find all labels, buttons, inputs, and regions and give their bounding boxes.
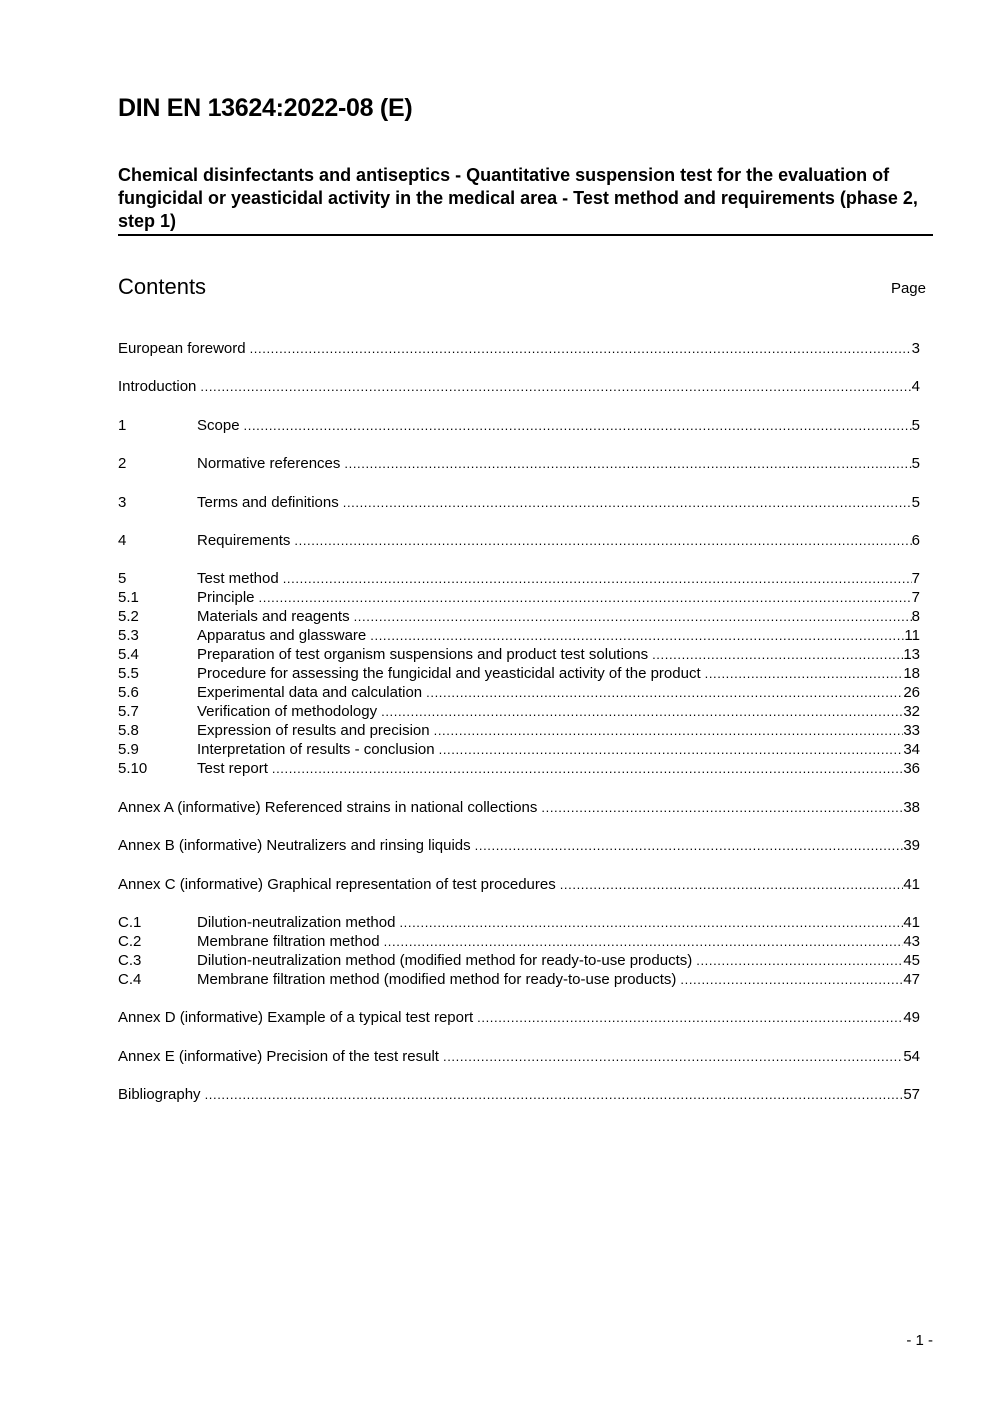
toc-entry-number: C.3: [118, 951, 142, 969]
toc-entry-title: Principle: [197, 589, 255, 607]
toc-entry-title: Requirements: [197, 531, 291, 549]
toc-entry-annex-b[interactable]: [118, 836, 920, 855]
toc-entry-page: 4: [911, 378, 920, 396]
toc-entry-title: Membrane filtration method (modified method for ready-to-use products): [197, 970, 677, 988]
dot-leader: [541, 798, 903, 817]
dot-leader: [384, 932, 904, 951]
toc-entry-c3[interactable]: [118, 951, 920, 970]
toc-entry-title: Annex D (informative) Example of a typical test report: [118, 1009, 474, 1027]
toc-entry-number: 5.4: [118, 646, 139, 664]
toc-entry-number: C.4: [118, 970, 142, 988]
toc-entry-c2[interactable]: [118, 932, 920, 951]
toc-entry-page: 32: [903, 703, 920, 721]
toc-entry-number: 5.3: [118, 627, 139, 645]
toc-entry-number: 5.5: [118, 665, 139, 683]
toc-entry-number: 5.1: [118, 589, 139, 607]
toc-entry-page: 41: [903, 913, 920, 931]
toc-entry-page: 26: [903, 684, 920, 702]
toc-entry-page: 7: [911, 589, 920, 607]
toc-entry-normative-references[interactable]: [118, 454, 920, 473]
toc-entry-page: 34: [903, 741, 920, 759]
dot-leader: [294, 531, 911, 550]
toc-entry-title: Test method: [197, 570, 279, 588]
page-column-heading: Page: [890, 280, 926, 297]
toc-entry-number: 5.10: [118, 760, 148, 778]
table-of-contents: [118, 339, 920, 1104]
toc-entry-page: 54: [903, 1047, 920, 1065]
dot-leader: [696, 951, 903, 970]
toc-entry-requirements[interactable]: [118, 531, 920, 550]
dot-leader: [477, 1008, 903, 1027]
document-title: Chemical disinfectants and antiseptics - Quantitative suspension test for the evaluation of fungicidal or yeasticidal activity in the medical area - Test method and requirements (phase 2, step 1): [118, 164, 933, 236]
toc-entry-number: 2: [118, 455, 127, 473]
dot-leader: [259, 588, 912, 607]
toc-entry-number: 5.2: [118, 608, 139, 626]
toc-entry-page: 41: [903, 875, 920, 893]
toc-entry-title: Verification of methodology: [197, 703, 378, 721]
toc-entry-number: 5.8: [118, 722, 139, 740]
toc-entry-terms-and-definitions[interactable]: [118, 493, 920, 512]
toc-entry-verification-of-methodology[interactable]: [118, 702, 920, 721]
toc-entry-title: Interpretation of results - conclusion: [197, 741, 435, 759]
toc-entry-procedure[interactable]: [118, 664, 920, 683]
toc-entry-annex-c[interactable]: [118, 875, 920, 894]
dot-leader: [272, 759, 903, 778]
toc-entry-title: Normative references: [197, 455, 341, 473]
toc-entry-title: Procedure for assessing the fungicidal and yeasticidal activity of the product: [197, 665, 701, 683]
dot-leader: [443, 1047, 903, 1066]
toc-entry-c1[interactable]: [118, 913, 920, 932]
toc-entry-page: 43: [903, 932, 920, 950]
dot-leader: [250, 339, 912, 358]
dot-leader: [381, 702, 903, 721]
toc-entry-principle[interactable]: [118, 588, 920, 607]
toc-entry-page: 36: [903, 760, 920, 778]
dot-leader: [244, 416, 912, 435]
toc-entry-preparation-of-suspensions[interactable]: [118, 645, 920, 664]
toc-entry-page: 47: [903, 970, 920, 988]
toc-entry-annex-d[interactable]: [118, 1008, 920, 1027]
toc-entry-annex-e[interactable]: [118, 1047, 920, 1066]
toc-entry-title: Terms and definitions: [197, 493, 339, 511]
toc-entry-title: Preparation of test organism suspensions and product test solutions: [197, 646, 649, 664]
toc-entry-number: 5.6: [118, 684, 139, 702]
toc-entry-page: 38: [903, 798, 920, 816]
toc-entry-page: 5: [911, 416, 920, 434]
toc-entry-page: 49: [903, 1009, 920, 1027]
document-id: DIN EN 13624:2022-08 (E): [118, 94, 413, 122]
dot-leader: [475, 836, 904, 855]
toc-entry-interpretation-of-results[interactable]: [118, 740, 920, 759]
dot-leader: [439, 740, 904, 759]
toc-entry-number: C.1: [118, 913, 142, 931]
toc-entry-number: 4: [118, 531, 127, 549]
toc-entry-page: 45: [903, 951, 920, 969]
dot-leader: [652, 645, 903, 664]
toc-entry-european-foreword[interactable]: [118, 339, 920, 358]
toc-entry-title: Dilution-neutralization method: [197, 913, 396, 931]
toc-entry-number: 5.9: [118, 741, 139, 759]
toc-entry-title: Annex A (informative) Referenced strains in national collections: [118, 798, 538, 816]
dot-leader: [399, 913, 903, 932]
toc-entry-title: Scope: [197, 416, 240, 434]
toc-entry-title: Annex B (informative) Neutralizers and rinsing liquids: [118, 837, 471, 855]
toc-entry-introduction[interactable]: [118, 377, 920, 396]
toc-entry-title: Membrane filtration method: [197, 932, 380, 950]
dot-leader: [560, 875, 904, 894]
toc-entry-title: Apparatus and glassware: [197, 627, 367, 645]
toc-entry-page: 11: [904, 627, 920, 645]
contents-heading: Contents: [118, 274, 207, 299]
toc-entry-number: 5.7: [118, 703, 139, 721]
dot-leader: [354, 607, 912, 626]
dot-leader: [705, 664, 904, 683]
toc-entry-c4[interactable]: [118, 970, 920, 989]
toc-entry-page: 18: [903, 665, 920, 683]
toc-entry-title: Bibliography: [118, 1086, 201, 1104]
toc-entry-title: Expression of results and precision: [197, 722, 430, 740]
dot-leader: [283, 569, 912, 588]
toc-entry-number: 3: [118, 493, 127, 511]
toc-entry-apparatus-and-glassware[interactable]: [118, 626, 920, 645]
toc-entry-number: 5: [118, 570, 127, 588]
toc-entry-title: Experimental data and calculation: [197, 684, 423, 702]
toc-entry-title: Introduction: [118, 378, 197, 396]
page-number: - 1 -: [906, 1332, 933, 1349]
dot-leader: [205, 1085, 904, 1104]
dot-leader: [200, 377, 911, 396]
toc-entry-page: 5: [911, 455, 920, 473]
toc-entry-page: 6: [911, 531, 920, 549]
toc-entry-experimental-data[interactable]: [118, 683, 920, 702]
toc-entry-title: Annex E (informative) Precision of the test result: [118, 1047, 439, 1065]
toc-entry-number: 1: [118, 416, 127, 434]
toc-entry-materials-and-reagents[interactable]: [118, 607, 920, 626]
toc-entry-page: 8: [911, 608, 920, 626]
toc-entry-bibliography[interactable]: [118, 1085, 920, 1104]
dot-leader: [680, 970, 903, 989]
toc-entry-number: C.2: [118, 932, 142, 950]
toc-entry-expression-of-results[interactable]: [118, 721, 920, 740]
dot-leader: [426, 683, 903, 702]
toc-entry-page: 7: [911, 570, 920, 588]
toc-entry-annex-a[interactable]: [118, 798, 920, 817]
toc-entry-page: 57: [903, 1086, 920, 1104]
toc-entry-title: European foreword: [118, 340, 246, 357]
toc-entry-title: Test report: [197, 760, 268, 778]
toc-entry-page: 13: [903, 646, 920, 664]
dot-leader: [343, 493, 912, 512]
dot-leader: [370, 626, 904, 645]
toc-entry-page: 39: [903, 837, 920, 855]
toc-entry-test-report[interactable]: [118, 759, 920, 778]
toc-entry-title: Annex C (informative) Graphical representation of test procedures: [118, 875, 556, 893]
toc-entry-test-method[interactable]: [118, 569, 920, 588]
toc-entry-page: 33: [903, 722, 920, 740]
toc-entry-page: 3: [911, 340, 920, 357]
toc-entry-page: 5: [911, 493, 920, 511]
toc-entry-scope[interactable]: [118, 416, 920, 435]
dot-leader: [434, 721, 904, 740]
toc-entry-title: Materials and reagents: [197, 608, 350, 626]
toc-entry-title: Dilution-neutralization method (modified method for ready-to-use products): [197, 951, 693, 969]
dot-leader: [344, 454, 911, 473]
